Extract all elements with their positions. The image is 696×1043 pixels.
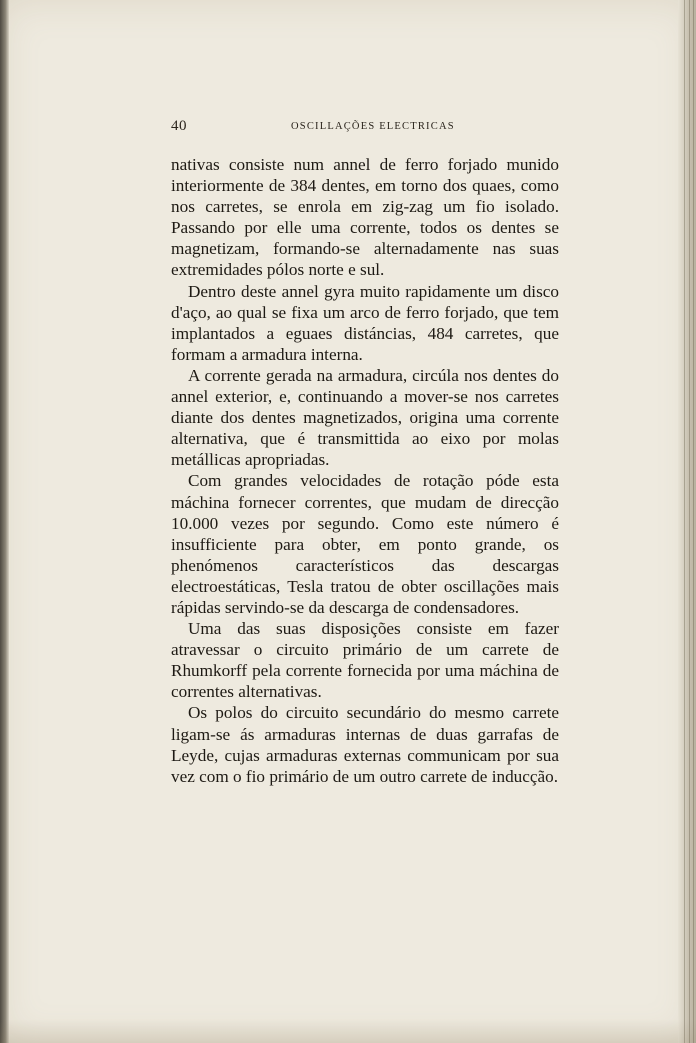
page-header — [171, 118, 559, 138]
binding-shadow — [0, 0, 9, 1043]
page-bottom-shade — [0, 1019, 696, 1043]
paragraph: Os polos do circuito secundário do mesmo carrete ligam-se ás armaduras internas de duas garrafas de Leyde, cujas armaduras externas communicam por sua vez com o fio primário de um outro carrete de inducção. — [171, 703, 559, 786]
paragraph: A corrente gerada na armadura, circúla nos dentes do annel exterior, e, continuando a mover-se nos carretes diante dos dentes magnetizados, origina uma corrente alternativa, que é transmittida ao eixo por molas metállicas apropriadas. — [171, 365, 559, 470]
paragraph: Com grandes velocidades de rotação póde esta máchina fornecer correntes, que mudam de direcção 10.000 vezes por segundo. Como este número é insufficiente para obter, em ponto grande, os phenómenos característicos das descargas electroestáticas, Tesla tratou de obter oscillações mais rápidas servindo-se da descarga de condensadores. — [171, 471, 559, 617]
running-head: OSCILLAÇÕES ELECTRICAS — [291, 121, 455, 132]
body-text — [171, 154, 559, 787]
paragraph-continuation: nativas consiste num annel de ferro forjado munido interiormente de 384 dentes, em torno dos quaes, como nos carretes, se enrola em zig-zag um fio isolado. Passando por elle uma corrente, todos os dentes se magnetizam, formando-se alternadamente nas suas extremidades pólos norte e sul. — [171, 155, 559, 280]
page-number: 40 — [171, 118, 187, 134]
paragraph: Dentro deste annel gyra muito rapidamente um disco d'aço, ao qual se fixa um arco de ferro forjado, que tem implantados a eguaes distáncias, 484 carretes, que formam a armadura interna. — [171, 281, 559, 364]
page-edge — [678, 0, 696, 1043]
paragraph: Uma das suas disposições consiste em fazer atravessar o circuito primário de um carrete de Rhumkorff pela corrente fornecida por uma máchina de correntes alternativas. — [171, 619, 559, 702]
